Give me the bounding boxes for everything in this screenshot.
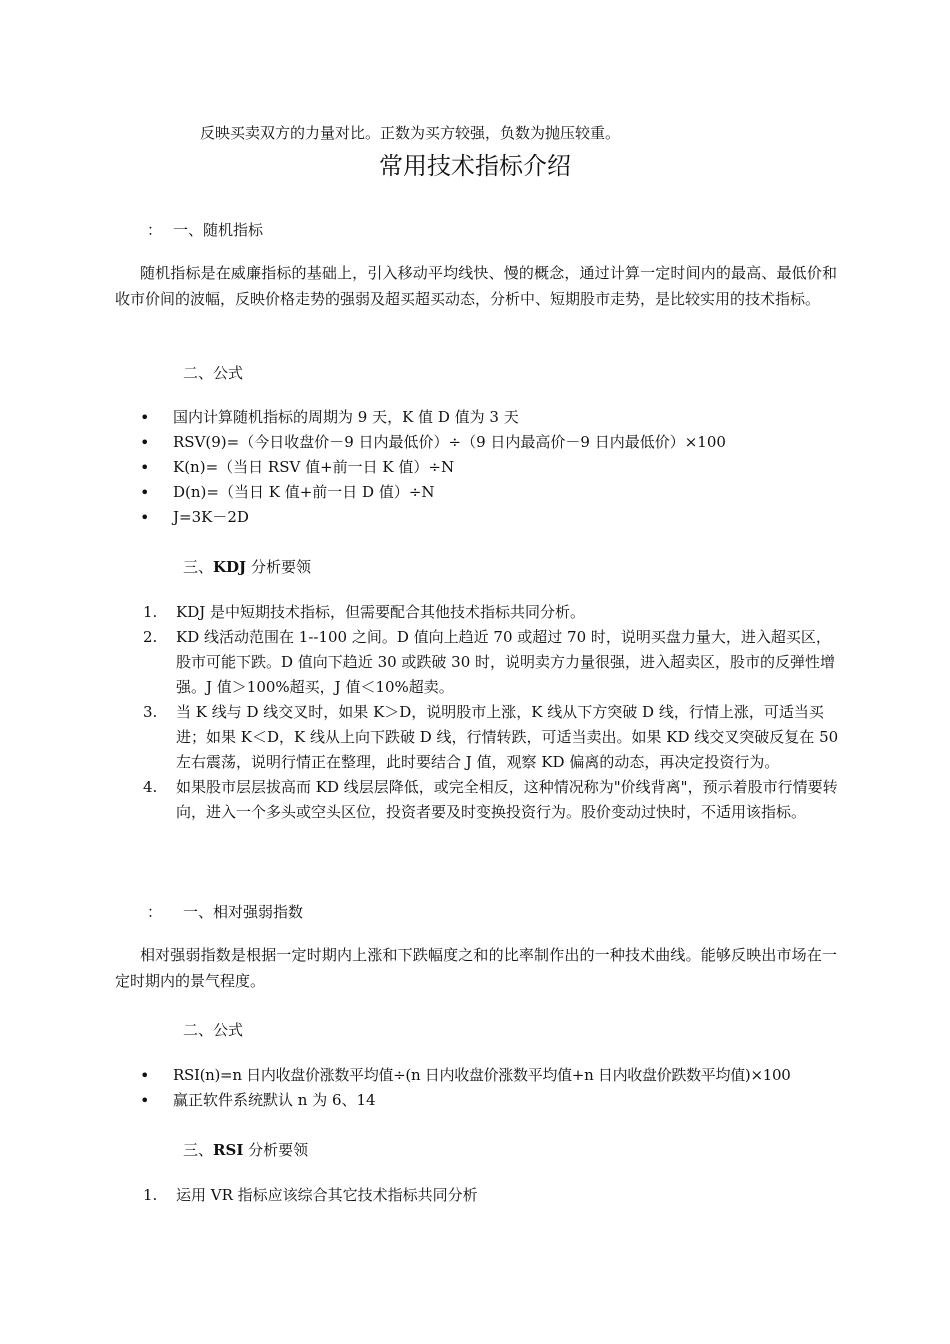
rsi-points-list xyxy=(143,1183,839,1208)
item-number: 1. xyxy=(143,1186,158,1204)
list-item xyxy=(143,775,839,825)
kdj-heading-1: 一、随机指标 xyxy=(173,221,264,239)
item-text: 运用 VR 指标应该综合其它技术指标共同分析 xyxy=(176,1186,478,1204)
item-text: 如果股市层层拔高而 KD 线层层降低，或完全相反，这种情况称为"价线背离"，预示着股市行情要转向，进入一个多头或空头区位，投资者要及时变换投资行为。股价变动过快时，不适用该指标。 xyxy=(176,778,838,821)
section-marker: ： xyxy=(147,221,163,239)
intro-line: 反映买卖双方的力量对比。正数为买方较强，负数为抛压较重。 xyxy=(200,124,621,142)
heading-suffix: 分析要领 xyxy=(246,558,311,576)
kdj-heading-3 xyxy=(183,556,311,577)
section-marker: ： xyxy=(147,903,163,921)
list-item xyxy=(143,700,839,775)
list-item xyxy=(143,625,839,700)
heading-prefix: 三、 xyxy=(183,558,214,576)
heading-bold: KDJ xyxy=(213,558,247,576)
list-item xyxy=(143,600,839,625)
list-item: • J=3K－2D xyxy=(140,505,840,530)
item-text: KD 线活动范围在 1--100 之间。D 值向上趋近 70 或超过 70 时，说明买盘力量大，进入超买区，股市可能下跌。D 值向下趋近 30 或跌破 30 时，说明卖方力量很强，进入超卖区，股市的反弹性增强。J 值＞100%超买，J 值＜10%超卖。 xyxy=(176,628,836,696)
rsi-heading-1: 一、相对强弱指数 xyxy=(183,903,304,921)
item-text: 当 K 线与 D 线交叉时，如果 K＞D，说明股市上涨，K 线从下方突破 D 线，行情上涨，可适当买进；如果 K＜D，K 线从上向下跌破 D 线，行情转跌，可适当卖出。如果 KD 线交叉突破反复在 50 左右震荡，说明行情正在整理，此时要结合 J 值，观察 KD 偏离的动态，再决定投资行为。 xyxy=(176,703,839,771)
list-item: • 赢正软件系统默认 n 为 6、14 xyxy=(140,1088,850,1113)
list-item: • RSI(n)=n 日内收盘价涨数平均值÷(n 日内收盘价涨数平均值+n 日内收盘价跌数平均值)×100 xyxy=(140,1063,850,1088)
list-item xyxy=(143,1183,839,1208)
heading-suffix: 分析要领 xyxy=(243,1141,309,1159)
list-item: • 国内计算随机指标的周期为 9 天，K 值 D 值为 3 天 xyxy=(140,405,840,430)
rsi-heading-2: 二、公式 xyxy=(183,1021,244,1039)
kdj-formula-list xyxy=(140,405,840,530)
item-number: 1. xyxy=(143,603,158,621)
rsi-heading-3 xyxy=(183,1139,308,1160)
kdj-heading-2: 二、公式 xyxy=(183,364,244,382)
item-number: 4. xyxy=(143,778,158,796)
item-number: 2. xyxy=(143,628,158,646)
list-item: • K(n)=（当日 RSV 值+前一日 K 值）÷N xyxy=(140,455,840,480)
list-item: • RSV(9)=（今日收盘价－9 日内最低价）÷（9 日内最高价－9 日内最低价）×100 xyxy=(140,430,840,455)
page-title: 常用技术指标介绍 xyxy=(379,152,571,180)
rsi-description: 相对强弱指数是根据一定时期内上涨和下跌幅度之和的比率制作出的一种技术曲线。能够反映出市场在一定时期内的景气程度。 xyxy=(115,946,837,990)
item-text: KDJ 是中短期技术指标，但需要配合其他技术指标共同分析。 xyxy=(176,603,586,621)
kdj-description: 随机指标是在威廉指标的基础上，引入移动平均线快、慢的概念，通过计算一定时间内的最高、最低价和收市价间的波幅，反映价格走势的强弱及超买超买动态，分析中、短期股市走势，是比较实用的技术指标。 xyxy=(115,264,837,308)
list-item: • D(n)=（当日 K 值+前一日 D 值）÷N xyxy=(140,480,840,505)
heading-prefix: 三、 xyxy=(183,1141,214,1159)
kdj-points-list xyxy=(143,600,839,825)
heading-bold: RSI xyxy=(213,1141,244,1159)
item-number: 3. xyxy=(143,703,158,721)
rsi-formula-list xyxy=(140,1063,850,1113)
